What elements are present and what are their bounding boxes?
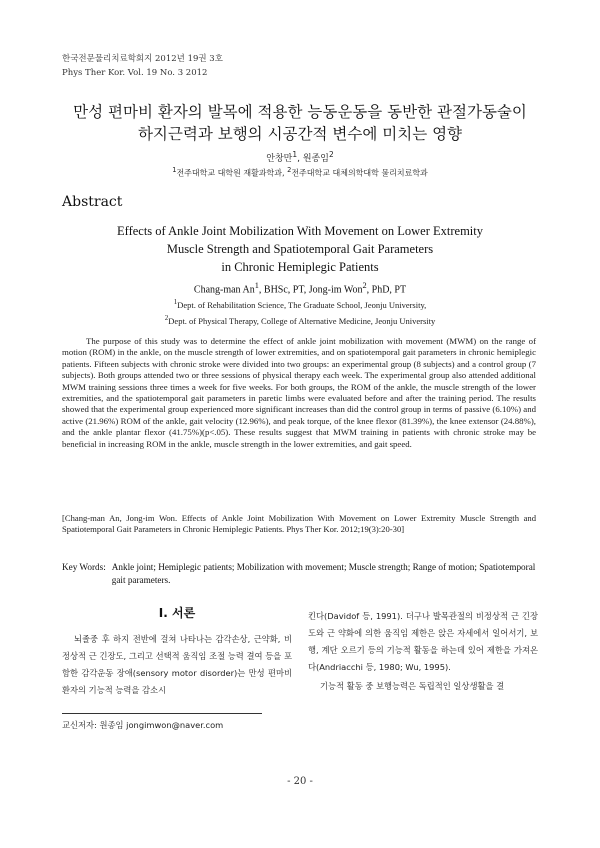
english-affil-1-sup: 1 xyxy=(173,298,178,306)
english-title-line-2: Muscle Strength and Spatiotemporal Gait Parameters xyxy=(166,242,434,256)
english-affil-line-1 xyxy=(40,296,560,312)
english-author-1: Chang-man An xyxy=(193,284,255,296)
korean-title xyxy=(40,101,560,145)
english-affil-line-2 xyxy=(40,312,560,328)
citation: [Chang-man An, Jong-im Won. Effects of Ankle Joint Mobilization With Movement on Lower Extremity Muscle Strength and Spatiotemporal Gait Parameters in Chronic Hemiplegic Patients. Phys Ther Kor. 2012;19(3):20-30] xyxy=(62,513,536,535)
keywords-text: Ankle joint; Hemiplegic patients; Mobilization with movement; Muscle strength; Range of motion; Spatiotemporal gait parameters. xyxy=(111,562,536,585)
body-column-left xyxy=(62,604,292,699)
english-authors xyxy=(40,281,560,295)
korean-affiliations xyxy=(40,166,560,179)
korean-title-line-1: 만성 편마비 환자의 발목에 적용한 능동운동을 동반한 관절가동술이 xyxy=(73,103,527,121)
journal-name-korean: 한국전문물리치료학회지 2012년 19권 3호 xyxy=(62,54,223,64)
body-paragraph-2: 킨다(Davidof 등, 1991). 더구나 발목관절의 비정상적 근 긴장도와 근 약화에 의한 움직임 제한은 앉은 자세에서 일어서기, 보행, 계단 오르기 등의 기능적 활동을 하는데 있어 제한을 가져온다(Andriacchi 등, 1980; Wu, 1995). xyxy=(308,611,538,672)
footnote-divider xyxy=(62,713,262,714)
body-paragraph-1: 뇌졸중 후 하지 전반에 걸쳐 나타나는 감각손상, 근약화, 비정상적 근 긴장도, 그리고 선택적 움직임 조절 능력 결여 등을 포함한 감각운동 장애(sensory motor disorder)는 만성 편마비 환자의 기능적 능력을 감소시 xyxy=(62,634,292,695)
abstract-heading: Abstract xyxy=(62,194,123,210)
korean-affil-2: 전주대학교 대체의학대학 물리치료학과 xyxy=(291,168,428,178)
korean-affil-1-sup: 1 xyxy=(172,166,177,174)
english-affil-2: Dept. of Physical Therapy, College of Alternative Medicine, Jeonju University xyxy=(168,316,436,327)
korean-author-2: , 원종임 xyxy=(297,154,329,164)
english-author-1-sup: 1 xyxy=(254,281,259,290)
english-title xyxy=(40,222,560,276)
english-author-credentials-2: , PhD, PT xyxy=(366,284,407,296)
section-heading-introduction: Ⅰ. 서론 xyxy=(158,606,196,620)
body-column-right xyxy=(308,608,538,695)
keywords-label: Key Words: xyxy=(62,562,106,572)
korean-author-1-sup: 1 xyxy=(292,150,298,159)
english-title-line-1: Effects of Ankle Joint Mobilization With Movement on Lower Extremity xyxy=(117,224,483,238)
korean-author-2-sup: 2 xyxy=(328,150,334,159)
english-affiliations xyxy=(40,296,560,329)
journal-name-english: Phys Ther Kor. Vol. 19 No. 3 2012 xyxy=(62,68,208,78)
english-author-credentials-1: , BHSc, PT, Jong-im Won xyxy=(258,284,363,296)
korean-affil-2-sup: 2 xyxy=(287,166,292,174)
body-paragraph-3: 기능적 활동 중 보행능력은 독립적인 일상생활을 결 xyxy=(320,681,505,691)
journal-header xyxy=(62,52,223,80)
abstract-body: The purpose of this study was to determine the effect of ankle joint mobilization with movement (MWM) on the range of motion (ROM) in the ankle, on the muscle strength of lower extremities, and on spatiotemporal gait parameters in chronic hemiplegic patients. Fifteen subjects with chronic stroke were divided into two groups: an experimental group (8 subjects) and a control group (7 subjects). Both groups attended two or three sessions of physical therapy each week. The experimental group also attended additional MWM training sessions three times a week for five weeks. For both groups, the ROM of the ankle, the muscle strength of the lower extremities, and the spatiotemporal gait parameters in paretic limbs were evaluated before and after the training period. The results showed that the experimental group experienced more significant increases than did the control group in terms of passive (6.10%) and active (21.96%) ROM of the ankle, gait velocity (12.96%), and peak torque, of the knee flexor (81.39%), the knee extensor (24.88%), and the ankle plantar flexor (41.75%)(p<.05). These results suggest that MWM training in patients with chronic stroke may be beneficial in increasing ROM in the ankle, muscle strength in the lower extremities, and gait speed. xyxy=(62,336,536,449)
corresponding-author-footnote: 교신저자: 원종임 jongimwon@naver.com xyxy=(62,720,224,730)
korean-title-line-2: 하지근력과 보행의 시공간적 변수에 미치는 영향 xyxy=(137,125,463,143)
korean-author-1: 안창만 xyxy=(266,154,293,164)
english-affil-1: Dept. of Rehabilitation Science, The Graduate School, Jeonju University, xyxy=(177,299,427,310)
english-affil-2-sup: 2 xyxy=(164,314,169,323)
korean-affil-1: 전주대학교 대학원 재활과학과, xyxy=(176,168,288,178)
korean-authors xyxy=(40,150,560,164)
page-number: - 20 - xyxy=(287,776,313,787)
english-author-2-sup: 2 xyxy=(362,281,367,290)
english-title-line-3: in Chronic Hemiplegic Patients xyxy=(221,260,379,274)
keywords xyxy=(62,561,542,587)
